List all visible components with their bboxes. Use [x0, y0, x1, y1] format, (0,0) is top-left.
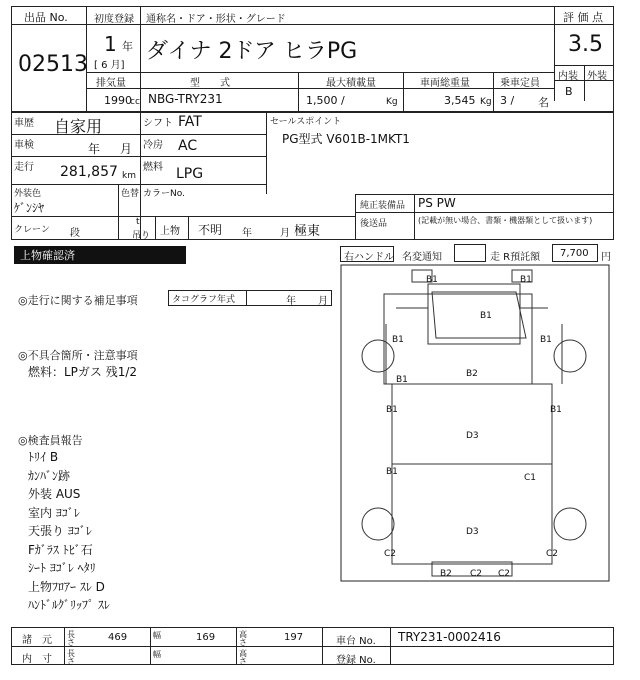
displacement-unit: cc — [130, 97, 140, 107]
report-line: 外装 AUS — [28, 487, 81, 501]
ac-label: 冷房 — [143, 140, 163, 151]
interior-score: B — [565, 85, 573, 98]
upper-month: 月 — [280, 228, 290, 239]
interior-label: 内装 — [558, 71, 578, 82]
report-line: ｶﾝﾊﾞﾝ跡 — [28, 468, 71, 483]
gross-weight-unit: Kg — [480, 97, 492, 107]
damage-mark: B1 — [392, 335, 404, 345]
upper-unknown: 不明 — [198, 223, 223, 237]
max-load-unit: Kg — [386, 97, 398, 107]
width-value: 169 — [196, 632, 216, 643]
name-change-label: 名変通知 — [402, 252, 442, 263]
mileage-value: 281,857 — [60, 164, 118, 180]
damage-mark: B1 — [540, 335, 552, 345]
report-line: 上物ﾌﾛｱｰ ｽﾚ D — [28, 579, 105, 594]
first-reg-year: 1 — [104, 32, 117, 56]
gross-weight-label: 車両総重量 — [420, 78, 470, 89]
equipment-value: PS PW — [418, 196, 456, 210]
length-value: 469 — [108, 632, 128, 643]
sales-point-value: PG型式 V601B-1MKT1 — [282, 132, 410, 146]
defect-line: 燃料：LPガス 残1/2 — [28, 365, 138, 379]
score-value: 3.5 — [568, 32, 603, 57]
section-title: 上物確認済 — [14, 246, 186, 264]
inspector-label: ◎検査員報告 — [18, 434, 83, 447]
inner-label: 内 寸 — [22, 654, 52, 665]
damage-mark: B1 — [520, 275, 532, 285]
chassis-value: TRY231-0002416 — [398, 630, 501, 644]
max-load-label: 最大積載量 — [326, 78, 376, 89]
upper-year: 年 — [242, 228, 252, 239]
crane-label: クレーン — [14, 225, 50, 235]
first-reg-month: [ 6 月] — [94, 60, 125, 71]
vehicle-diagram — [340, 264, 610, 582]
score-label: 評 価 点 — [563, 11, 603, 24]
after-note: (記載が無い場合、書類・機器類として扱います) — [418, 216, 593, 225]
damage-mark: C2 — [384, 549, 397, 559]
crane-ton: t — [136, 217, 140, 227]
gross-weight-value: 3,545 — [444, 94, 476, 107]
displacement-value: 1990 — [104, 94, 132, 107]
chassis-label: 車台 No. — [336, 636, 376, 647]
damage-mark: B1 — [480, 311, 492, 321]
inspection-label: 車検 — [14, 140, 34, 151]
damage-mark: B1 — [550, 405, 562, 415]
crane-hang: 吊り — [132, 231, 151, 241]
fuel-value: LPG — [176, 166, 204, 182]
right-hand-label: 右ハンドル — [344, 252, 394, 263]
displacement-label: 排気量 — [96, 78, 126, 89]
exterior-label: 外装 — [587, 71, 607, 82]
capacity-unit: 名 — [538, 96, 549, 109]
capacity-value: 3 / — [500, 94, 515, 107]
tacho-label: タコグラフ年式 — [172, 295, 236, 305]
height-value: 197 — [284, 632, 304, 643]
capacity-label: 乗車定員 — [500, 78, 540, 89]
report-line: ﾊﾝﾄﾞﾙｸﾞﾘｯﾌﾟ ｽﾚ — [28, 598, 110, 612]
exterior-color-value: ｹﾞﾝｼﾔ — [14, 201, 45, 215]
car-name: ダイナ 2ドア ヒラPG — [146, 39, 358, 64]
report-line: Fｶﾞﾗｽ ﾄﾋﾞ石 — [28, 542, 93, 557]
color-code-label: カラーNo. — [143, 189, 185, 199]
dims-label: 諸 元 — [22, 635, 52, 646]
fuel-label: 燃料 — [143, 162, 163, 173]
history-value: 自家用 — [54, 117, 103, 136]
shift-label: シフト — [143, 118, 173, 129]
tacho-year: 年 — [286, 296, 296, 307]
year-unit: 年 — [122, 40, 133, 53]
lot-label: 出品 No. — [24, 11, 68, 24]
inner-height-label: 高さ — [239, 649, 247, 666]
deposit-value: 7,700 — [560, 248, 589, 259]
shift-value: FAT — [178, 114, 202, 130]
inspection-month-unit: 月 — [120, 142, 133, 156]
deposit-unit: 円 — [601, 252, 611, 263]
lot-number: 02513 — [18, 52, 88, 77]
inner-width-label: 幅 — [153, 650, 161, 659]
inner-length-label: 長さ — [67, 649, 75, 666]
ac-value: AC — [178, 138, 198, 154]
damage-mark: C2 — [470, 569, 483, 579]
damage-mark: D3 — [466, 527, 479, 537]
name-label: 通称名・ドア・形状・グレード — [146, 14, 286, 25]
model-label: 型 式 — [190, 78, 230, 89]
height-label: 高さ — [239, 630, 247, 647]
report-line: ｼｰﾄ ﾖｺﾞﾚ ﾍﾀﾘ — [28, 561, 96, 575]
width-label: 幅 — [153, 631, 161, 640]
exterior-color-label: 外装色 — [14, 189, 42, 199]
damage-mark: B2 — [440, 569, 452, 579]
reg-label: 登録 No. — [336, 655, 376, 666]
upper-grade: 極東 — [294, 224, 321, 239]
mileage-label: 走行 — [14, 162, 34, 173]
max-load-value: 1,500 / — [306, 94, 345, 107]
report-line: ﾄﾘｲ B — [28, 450, 59, 464]
damage-mark: B1 — [386, 467, 398, 477]
damage-mark: C1 — [524, 473, 537, 483]
mileage-unit: km — [122, 171, 136, 181]
defect-label: ◎不具合箇所・注意事項 — [18, 349, 138, 362]
tacho-month: 月 — [318, 296, 328, 307]
after-label: 後送品 — [360, 219, 388, 229]
report-line: 天張り ﾖｺﾞﾚ — [28, 524, 92, 538]
length-label: 長さ — [67, 630, 75, 647]
damage-mark: B1 — [396, 375, 408, 385]
run-notes-label: ◎走行に関する補足事項 — [18, 294, 138, 307]
history-label: 車歴 — [14, 118, 34, 129]
damage-mark: B2 — [466, 369, 478, 379]
name-change-box — [454, 244, 486, 262]
damage-mark: C2 — [498, 569, 511, 579]
sales-point-label: セールスポイント — [270, 117, 342, 127]
upper-label: 上物 — [160, 226, 180, 237]
damage-mark: C2 — [546, 549, 559, 559]
damage-mark: B1 — [426, 275, 438, 285]
color-change-label: 色替 — [121, 189, 140, 199]
deposit-label: 走 R預託額 — [490, 252, 541, 263]
damage-mark: D3 — [466, 431, 479, 441]
model-value: NBG-TRY231 — [148, 92, 223, 106]
damage-mark: B1 — [386, 405, 398, 415]
crane-stage: 段 — [70, 228, 80, 239]
report-line: 室内 ﾖｺﾞﾚ — [28, 505, 80, 520]
inspection-year-unit: 年 — [88, 142, 101, 156]
equipment-label: 純正装備品 — [360, 201, 406, 211]
first-reg-label: 初度登録 — [94, 14, 134, 25]
